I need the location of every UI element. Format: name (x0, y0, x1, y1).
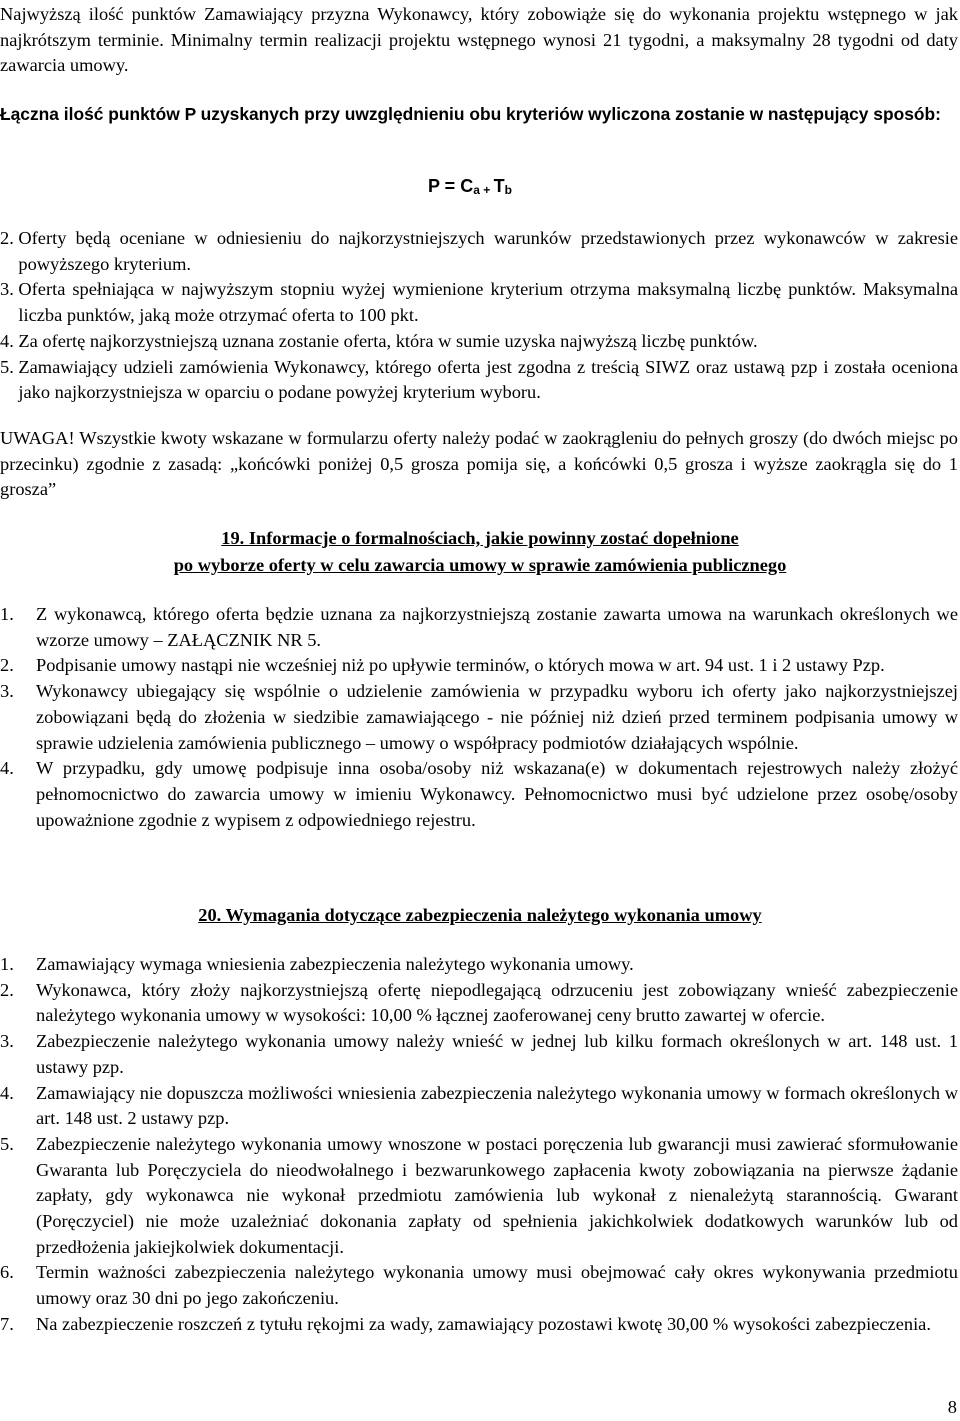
list-item-text: Za ofertę najkorzystniejszą uznana zostanie oferta, która w sumie uzyska najwyższą liczbę punktów. (18, 330, 758, 351)
list-item (0, 277, 958, 328)
list-item-text: Zabezpieczenie należytego wykonania umowy należy wnieść w jednej lub kilku formach określonych w art. 148 ust. 1 ustawy pzp. (36, 1031, 958, 1077)
section-20-list (0, 952, 958, 1338)
list-item (0, 602, 958, 653)
list-item-text: Na zabezpieczenie roszczeń z tytułu rękojmi za wady, zamawiający pozostawi kwotę 30,00 % wysokości zabezpieczenia. (36, 1313, 931, 1334)
list-item (0, 226, 958, 277)
points-formula (428, 174, 512, 202)
list-item-text: Zabezpieczenie należytego wykonania umowy wnoszone w postaci poręczenia lub gwarancji musi zawierać sformułowanie Gwaranta lub Poręczyciela do nieodwołalnego i bezwarunkowego zapłacenia kwoty zobowiązania na pierwsze żądanie zapłaty, gdy wykonawca nie wykonał przedmiotu zamówienia lub wykonał z nienależytą starannością. Gwarant (Poręczyciel) nie może uzależniać dokonania zapłaty od spełnienia jakichkolwiek dodatkowych warunków lub od przedłożenia jakiejkolwiek dokumentacji. (36, 1133, 958, 1257)
intro-paragraph: Najwyższą ilość punktów Zamawiający przyzna Wykonawcy, który zobowiąże się do wykonania projektu wstępnego w jak najkrótszym terminie. Minimalny termin realizacji projektu wstępnego wynosi 21 tygodni, a maksymalny 28 tygodni od daty zawarcia umowy. (0, 4, 958, 76)
list-item-text: Termin ważności zabezpieczenia należytego wykonania umowy musi obejmować cały okres wykonywania przedmiotu umowy oraz 30 dni po jego zakończeniu. (36, 1262, 958, 1309)
list-item-number: 5. (0, 1133, 14, 1154)
list-item-number: 3. (0, 1031, 14, 1052)
list-item (0, 653, 958, 679)
list-item (0, 1029, 958, 1080)
list-item-text: Oferta spełniająca w najwyższym stopniu wyżej wymienione kryterium otrzyma maksymalną liczbę punktów. Maksymalna liczba punktów, jaką może otrzymać oferta to 100 pkt. (18, 279, 958, 326)
list-item-number: 5. (0, 356, 19, 377)
list-item (0, 1312, 958, 1338)
section-19-title-line-1: 19. Informacje o formalnościach, jakie powinny zostać dopełnione (221, 528, 739, 548)
section-19-heading (0, 525, 960, 579)
list-item-text: Wykonawcy ubiegający się wspólnie o udzielenie zamówienia w przypadku wyboru ich oferty jako najkorzystniejszej zobowiązani będą do złożenia w siedzibie zamawiającego - nie później niż dzień przed terminem podpisania umowy w sprawie udzielenia zamówienia publicznego – umowy o współpracy podmiotów działających wspólnie. (36, 681, 958, 753)
list-item-number: 4. (0, 330, 19, 351)
list-item (0, 1260, 958, 1311)
list-item (0, 355, 958, 406)
section-20-title: 20. Wymagania dotyczące zabezpieczenia należytego wykonania umowy (198, 905, 762, 925)
formula-lhs: P = C (428, 176, 474, 196)
list-item (0, 329, 958, 355)
page-number: 8 (947, 1397, 957, 1417)
list-item-text: Zamawiający udzieli zamówienia Wykonawcy, którego oferta jest zgodna z treścią SIWZ oraz ustawą pzp i została oceniona jako najkorzystniejsza w oparciu o podane powyżej kryterium wyboru. (18, 356, 958, 403)
list-item-text: Zamawiający nie dopuszcza możliwości wniesienia zabezpieczenia należytego wykonania umowy w formach określonych w art. 148 ust. 2 ustawy pzp. (36, 1082, 958, 1129)
section-20-heading (0, 902, 960, 929)
list-item-number: 1. (0, 604, 14, 624)
list-item-text: W przypadku, gdy umowę podpisuje inna osoba/osoby niż wskazana(e) w dokumentach rejestrowych należy złożyć pełnomocnictwo do zawarcia umowy w imieniu Wykonawcy. Pełnomocnictwo musi być udzielone przez osobę/osoby upoważnione zgodnie z wypisem z odpowiedniego rejestru. (36, 758, 958, 830)
formula-subscript-b: b (504, 183, 512, 197)
list-item-number: 2. (0, 979, 14, 1000)
rounding-warning-paragraph: UWAGA! Wszystkie kwoty wskazane w formularzu oferty należy podać w zaokrągleniu do pełnych groszy (do dwóch miejsc po przecinku) zgodnie z zasadą: „końcówki poniżej 0,5 grosza pomija się, a końcówki 0,5 grosza i wyższe zaokrągla się do 1 grosza” (0, 428, 958, 500)
list-item-number: 1. (0, 954, 14, 974)
list-item-number: 7. (0, 1313, 14, 1334)
list-item (0, 679, 958, 756)
list-item-text: Z wykonawcą, którego oferta będzie uznana za najkorzystniejszą zostanie zawarta umowa na warunkach określonych we wzorze umowy – ZAŁĄCZNIK NR 5. (36, 604, 958, 650)
evaluation-list (0, 226, 958, 406)
list-item (0, 756, 958, 833)
list-item (0, 1081, 958, 1132)
list-item (0, 1132, 958, 1261)
formula-subscript-a: a + (473, 183, 494, 197)
list-item-number: 4. (0, 758, 14, 779)
list-item (0, 952, 958, 978)
formula-t: T (493, 176, 505, 196)
list-item-number: 6. (0, 1262, 14, 1283)
list-item-number: 3. (0, 279, 19, 300)
list-item-number: 2. (0, 655, 14, 676)
list-item-text: Zamawiający wymaga wniesienia zabezpieczenia należytego wykonania umowy. (36, 954, 634, 974)
section-19-title-line-2: po wyborze oferty w celu zawarcia umowy w sprawie zamówienia publicznego (173, 555, 787, 575)
list-item-text: Wykonawca, który złoży najkorzystniejszą ofertę niepodlegającą odrzuceniu jest zobowiązany wnieść zabezpieczenie należytego wykonania umowy w wysokości: 10,00 % łącznej zaoferowanej ceny brutto zawartej w ofercie. (36, 979, 958, 1026)
list-item-number: 2. (0, 228, 19, 248)
total-points-paragraph: Łączna ilość punktów P uzyskanych przy uwzględnieniu obu kryteriów wyliczona zostanie w następujący sposób: (0, 104, 941, 124)
list-item-number: 3. (0, 681, 14, 702)
list-item-text: Oferty będą oceniane w odniesieniu do najkorzystniejszych warunków przedstawionych przez wykonawców w zakresie powyższego kryterium. (18, 228, 958, 274)
list-item (0, 978, 958, 1029)
section-19-list (0, 602, 958, 833)
list-item-text: Podpisanie umowy nastąpi nie wcześniej niż po upływie terminów, o których mowa w art. 94 ust. 1 i 2 ustawy Pzp. (36, 655, 885, 676)
list-item-number: 4. (0, 1082, 14, 1103)
